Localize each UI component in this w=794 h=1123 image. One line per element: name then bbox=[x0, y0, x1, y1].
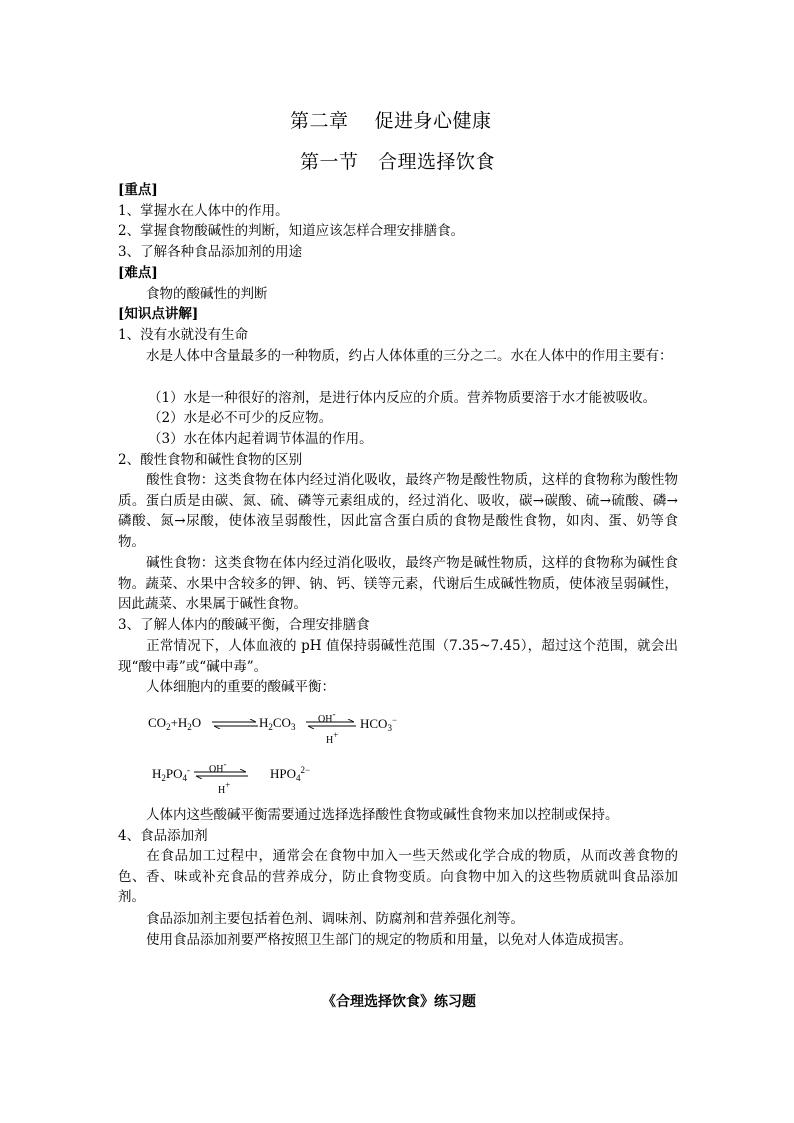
ph-paragraph bbox=[118, 636, 678, 677]
difficulty-text: 食物的酸碱性的判断 bbox=[146, 286, 268, 302]
acidic-food-text: 酸性食物：这类食物在体内经过消化吸收，最终产物是酸性物质，这样的食物称为酸性物质。蛋白质是由碳、氮、硫、磷等元素组成的，经过消化、吸收，碳→碳酸、硫→硫酸、磷→磷酸、氮→尿酸，使体液呈弱酸性，因此富含蛋白质的食物是酸性食物，如肉、蛋、奶等食物。 bbox=[118, 472, 678, 550]
eq2-top-label: OH- bbox=[209, 759, 227, 775]
alkaline-food-paragraph bbox=[118, 553, 678, 615]
eq2-bottom-label: H+ bbox=[218, 780, 231, 796]
eq1-reversible-arrow-2 bbox=[306, 719, 356, 729]
alkaline-food-text: 碱性食物：这类食物在体内经过消化吸收，最终产物是碱性物质，这样的食物称为碱性食物。蔬菜、水果中含较多的钾、钠、钙、镁等元素，代谢后生成碱性物质，使体液呈弱碱性，因此蔬菜、水果属于碱性食物。 bbox=[118, 555, 678, 613]
eq1-bottom-label: H+ bbox=[326, 730, 339, 746]
eq1-carbonic-acid: $H_2CO_3$ bbox=[259, 715, 296, 732]
additive-types: 食品添加剂主要包括着色剂、调味剂、防腐剂和营养强化剂等。 bbox=[146, 911, 524, 927]
key-point-3: 3、了解各种食品添加剂的用途 bbox=[118, 244, 303, 260]
section-1-paragraph-text: 水是人体中含量最多的一种物质，约占人体体重的三分之二。水在人体中的作用主要有： bbox=[146, 348, 673, 364]
key-points-heading: [重点] bbox=[118, 182, 158, 198]
section-3-title: 3、了解人体内的酸碱平衡，合理安排膳食 bbox=[118, 617, 370, 633]
water-role-2: （2）水是必不可少的反应物。 bbox=[148, 410, 333, 426]
lecture-heading: [知识点讲解] bbox=[118, 306, 199, 322]
equation-phosphate bbox=[152, 759, 412, 803]
section-2-title: 2、酸性食物和碱性食物的区别 bbox=[118, 452, 303, 468]
key-point-2: 2、掌握食物酸碱性的判断，知道应该怎样合理安排膳食。 bbox=[118, 223, 465, 239]
eq2-reversible-arrow bbox=[194, 769, 248, 779]
acidic-food-paragraph bbox=[118, 470, 678, 552]
eq2-dihydrogen-phosphate: $H_2PO_4^-$ bbox=[152, 765, 191, 783]
ph-text: 正常情况下，人体血液的 pH 值保持弱碱性范围（7.35~7.45），超过这个范围，就会出现“酸中毒”或“碱中毒”。 bbox=[118, 638, 678, 675]
additive-paragraph-1 bbox=[118, 846, 678, 908]
eq1-reversible-arrow-1 bbox=[212, 719, 258, 729]
eq1-top-label: OH- bbox=[318, 709, 336, 725]
difficulty-heading: [难点] bbox=[118, 265, 158, 281]
balance-conclusion: 人体内这些酸碱平衡需要通过选择选择酸性食物或碱性食物来加以控制或保持。 bbox=[146, 807, 619, 823]
section-title: 第一节 合理选择饮食 bbox=[300, 151, 496, 173]
section-4-title: 4、食品添加剂 bbox=[118, 828, 208, 844]
exercise-title: 《合理选择饮食》练习题 bbox=[322, 994, 476, 1010]
water-role-1: （1）水是一种很好的溶剂，是进行体内反应的介质。营养物质要溶于水才能被吸收。 bbox=[148, 390, 657, 406]
equation-carbonic bbox=[148, 709, 448, 753]
eq1-reactants: $CO_2+H_2O$ bbox=[148, 715, 202, 732]
section-1-title: 1、没有水就没有生命 bbox=[118, 327, 249, 343]
balance-intro: 人体细胞内的重要的酸碱平衡： bbox=[146, 679, 335, 695]
section-1-paragraph bbox=[118, 346, 678, 367]
eq1-bicarbonate: $HCO_3^-$ bbox=[360, 715, 398, 733]
additive-usage: 使用食品添加剂要严格按照卫生部门的规定的物质和用量，以免对人体造成损害。 bbox=[146, 932, 632, 948]
additive-definition-text: 在食品加工过程中，通常会在食物中加入一些天然或化学合成的物质，从而改善食物的色、香、味或补充食品的营养成分，防止食物变质。向食物中加入的这些物质就叫食品添加剂。 bbox=[118, 848, 678, 906]
water-role-3: （3）水在体内起着调节体温的作用。 bbox=[148, 431, 373, 447]
chapter-title: 第二章 促进身心健康 bbox=[290, 110, 492, 132]
eq2-hydrogen-phosphate: $HPO_4^{2-}$ bbox=[270, 765, 311, 783]
key-point-1: 1、掌握水在人体中的作用。 bbox=[118, 203, 289, 219]
